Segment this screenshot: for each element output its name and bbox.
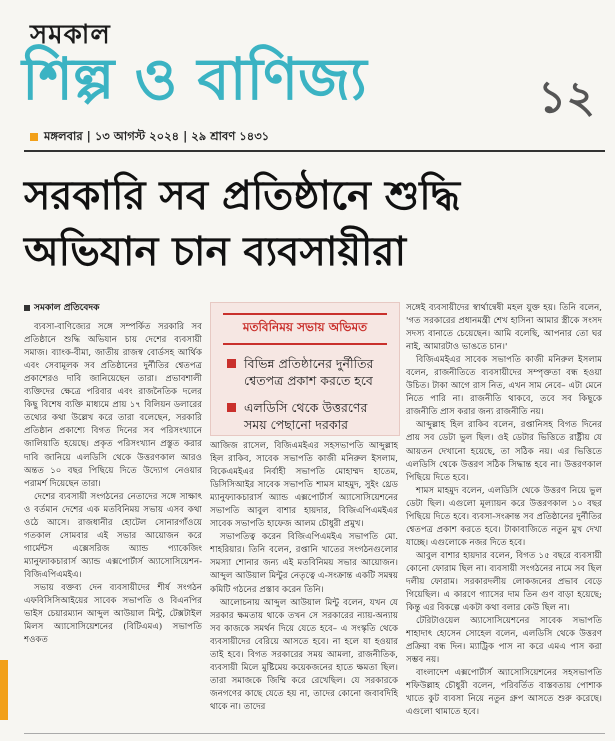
byline: সমকাল প্রতিবেদক <box>24 302 202 315</box>
header-divider <box>24 150 605 152</box>
left-accent-bar <box>0 660 8 720</box>
paragraph: আলোচনায় আব্দুল আউয়াল মিন্টু বলেন, যখন যে সরকার ক্ষমতায় থাকে তখন সে সরকারের ন্যায়-অন্যায় সব কাজকে সমর্থন দিয়ে যেতে হবে– এ সংস্কৃতি থেকে ব্যবসায়ীদের বেরিয়ে আসতে হবে। না হলে যা হওয়ার তাই হবে। বিগত সরকারের সময় আমলা, রাজনীতিক, ব্যবসায়ী মিলে মুষ্টিমেয় কয়েকজনের হাতে ক্ষমতা ছিল। তারা সমাজকে জিম্মি করে রেখেছিল। যে সরকারকে জনগণের কাছে যেতে হয় না, তাদের কোনো জবাবদিহি থাকে না। তাদের <box>210 597 398 712</box>
section-title: শিল্প ও বাণিজ্য <box>22 45 367 113</box>
paragraph: সভায় বক্তব্য দেন ব্যবসায়ীদের শীর্ষ সংগঠন এফবিসিসিআইয়ের সাবেক সভাপতি ও বিএনপির ভাইস চেয়ারম্যান আব্দুল আউয়াল মিন্টু, টেক্সটাইল মিলস অ্যাসোসিয়েশনের (বিটিএমএ) সভাপতি শওকত <box>24 582 202 646</box>
paragraph: বাংলাদেশ এক্সপোর্টার্স অ্যাসোসিয়েশনের সহসভাপতি শফিউল্লাহ চৌধুরী বলেন, পরিবর্তিত বাস্তবতায় পোশাক খাতে কুট ব্যবসা নিয়ে নতুন গ্রুপ আসতে শুরু করেছে। এগুলো থামাতে হবে। <box>406 668 602 718</box>
paragraph: টেরিটাওয়েল অ্যাসোসিয়েশনের সাবেক সভাপতি শাহাদাৎ হোসেন সোহেল বলেন, এলডিসি থেকে উত্তরণ প্রক্রিয়া বন্ধ দিন। ম্যাট্রিক পাস না করে এমএ পাস করা সম্ভব নয়। <box>406 616 602 666</box>
opinion-box-title: মতবিনিময় সভায় অভিমত <box>223 313 387 345</box>
paragraph: সঙ্গেই ব্যবসায়ীদের স্বার্থান্বেষী মহল যুক্ত হয়। তিনি বলেন, 'গত সরকারের প্রধানমন্ত্রী শেখ হাসিনা আমার স্ত্রীকে সংসদ সদস্য বানাতে চেয়েছেন। আমি বলেছি, আপনার তো ঘর নাই, আমারটাও ভাঙতে চান।' <box>406 303 602 353</box>
page-number: ১২ <box>537 72 595 123</box>
paragraph: বিজিএমইএর সাবেক সভাপতি কাজী মনিরুল ইসলাম বলেন, রাজনীতিতে ব্যবসায়ীদের সম্পৃক্ততা বন্ধ হওয়া উচিত। টাকা আগে রাস নিত, এখন সাম নেবে– এটা মেনে নিতে পারি না। রাজনীতি থাকবে, তবে সব কিছুকে রাজনীতি প্রাস করার জন্য রাজনীতি নয়। <box>406 355 602 418</box>
article-column-3 <box>406 302 602 730</box>
article-column-1 <box>24 302 202 730</box>
opinion-item-text: বিভিন্ন প্রতিষ্ঠানের দুর্নীতির শ্বেতপত্র প্রকাশ করতে হবে <box>244 356 374 388</box>
paragraph: ব্যবসা-বাণিজ্যের সঙ্গে সম্পর্কিত সরকারি সব প্রতিষ্ঠানে শুদ্ধি অভিযান চায় দেশের ব্যবসায়ী সমাজ। ব্যাংক-বীমা, জাতীয় রাজস্ব বোর্ডসহ আর্থিক এবং সেবামূলক সব প্রতিষ্ঠানের দুর্নীতির শ্বেতপত্র প্রকাশেরও দাবি জানিয়েছেন তারা। প্রভাবশালী ব্যক্তিদের ক্ষেত্রে পরিবার এবং রাজনৈতিক দলের কিছু বিশেষ ব্যক্তি মাধ্যমে প্রায় ১৭ বিলিয়ন ডলারের তথ্যের কথা উল্লেখ করে তারা বলেছেন, সরকারি প্রতিষ্ঠান প্রকাশ্যে বিগত দিনের সব পরিসংখ্যানে জালিয়াতি হয়েছে। প্রকৃত পরিসংখ্যান প্রস্তুত করার দাবি জানিয়ে এলডিসি থেকে উত্তরণকাল আরও অন্তত ১০ বছর পিছিয়ে দিতে উদ্যোগ নেওয়ার পরামর্শ দিয়েছেন তারা। <box>24 322 202 489</box>
paragraph: আবুল বাশার হায়দার বলেন, বিগত ১৫ বছরে ব্যবসায়ী কোনো ফোরাম ছিল না। ব্যবসায়ী সংগঠনের নামে সব ছিল দলীয় ফোরাম। সরকারদলীয় লোকজনের প্রভাব বেড়ে গিয়েছিল। এ কারণে গ্যাসের দাম তিন গুণ বাড়া হয়েছে; কিন্তু এর বিকল্পে একটা কথা বলার কেউ ছিল না। <box>406 550 602 614</box>
opinion-box <box>210 302 400 436</box>
date-line <box>30 128 269 147</box>
opinion-item <box>227 399 389 433</box>
headline: সরকারি সব প্রতিষ্ঠানে শুদ্ধি অভিযান চান ব্যবসায়ীরা <box>24 173 461 275</box>
article-column-2 <box>210 440 398 730</box>
paragraph: সভাপতিত্ব করেন বিজিএপিএমইএ সভাপতি মো. শাহরিয়ার। তিনি বলেন, রপ্তানি খাতের সংগঠনগুলোর সমস্যা শোনার জন্য এই মতবিনিময় সভার আয়োজন। আব্দুল আউয়াল মিন্টুর নেতৃত্বে এ-সংক্রান্ত একটি সমন্বয় কমিটি গঠনের প্রস্তাব করেন তিনি। <box>210 532 398 595</box>
paragraph: দেশের ব্যবসায়ী সংগঠনের নেতাদের সঙ্গে সাক্ষাৎ ও বর্তমান দেশের এক মতবিনিময় সভায় এসব কথা ওঠে আসে। রাজধানীর হোটেল সোনারগাঁওয়ে গতকাল সোমবার এই সভার আয়োজন করে গার্মেন্টস এক্সেসরিজ অ্যান্ড প্যাকেজিং ম্যানুফ্যাকচারার্স অ্যান্ড এক্সপোর্টার্স অ্যাসোসিয়েশন-বিজিএপিএমইএ। <box>24 491 202 580</box>
opinion-item <box>227 355 389 389</box>
square-bullet-icon <box>227 403 236 412</box>
newspaper-masthead: সমকাল <box>30 20 111 50</box>
bottom-divider <box>24 733 605 734</box>
paragraph: আব্দুল্লাহ হিল রাকিব বলেন, রপ্তানিসহ বিগত দিনের প্রায় সব ডেটা ভুল ছিল। ওই ডেটার ভিত্তিতে রাষ্ট্রীয় যে আয়তন দেখানো হয়েছে, তা সঠিক নয়। এর ভিত্তিতে এলডিসি থেকে উত্তরণ সঠিক সিদ্ধান্ত হবে না। উত্তরণকাল পিছিয়ে দিতে হবে। <box>406 420 602 483</box>
square-bullet-icon <box>30 133 38 141</box>
date-text: মঙ্গলবার | ১৩ আগস্ট ২০২৪ | ২৯ শ্রাবণ ১৪৩১ <box>44 129 270 143</box>
square-bullet-icon <box>24 305 30 311</box>
square-bullet-icon <box>227 359 236 368</box>
paragraph: শামস মাহমুদ বলেন, এলডিসি থেকে উত্তরণ নিয়ে ভুল ডেটা ছিল। এগুলো মূল্যায়ন করে উত্তরণকাল ১০ বছর পিছিয়ে দিতে হবে। ব্যবসা-সংক্রান্ত সব প্রতিষ্ঠানের দুর্নীতির শ্বেতপত্র প্রকাশ করতে হবে। টাকাবাজিতে নতুন মুখ দেখা যাচ্ছে। এগুলোকে নজর দিতে হবে। <box>406 485 602 548</box>
opinion-item-text: এলডিসি থেকে উত্তরণের সময় পেছানো দরকার <box>244 400 368 432</box>
paragraph: আজিজ রাসেল, বিজিএমইএর সহসভাপতি আব্দুল্লাহ হিল রাকিব, সাবেক সভাপতি কাজী মনিরুল ইসলাম, বিকেএমইএর নির্বাহী সভাপতি মোহাম্মদ হাতেম, ডিসিসিআইর সাবেক সভাপতি শামস মাহমুদ, সুইং থ্রেড ম্যানুফ্যাকচারার্স অ্যান্ড এক্সপোর্টার্স অ্যাসোসিয়েশনের সভাপতি আবুল বাশার হায়দার, বিজিএপিএমইএর সাবেক সভাপতি হাফেজ আলম চৌধুরী প্রমুখ। <box>210 441 398 530</box>
